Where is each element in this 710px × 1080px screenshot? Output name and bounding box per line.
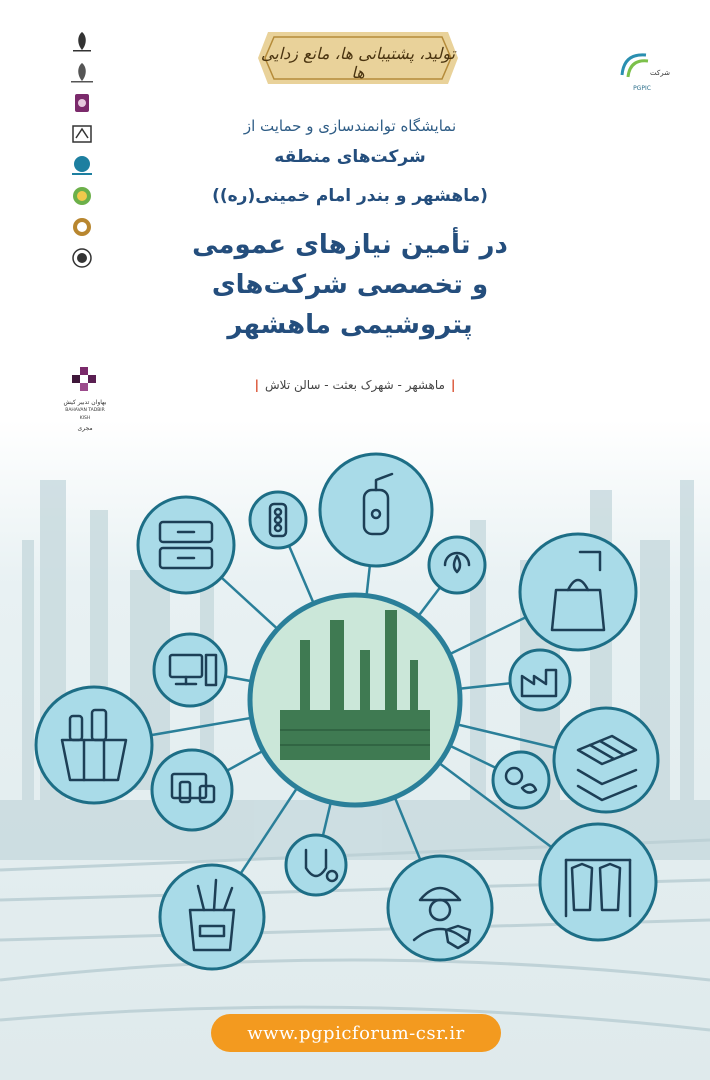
slogan-text: تولید، پشتیبانی ها، مانع زدایی ها [260,44,456,82]
website-url[interactable]: www.pgpicforum-csr.ir [247,1022,465,1044]
chamber-logo [67,123,97,145]
sponsor-logos [60,30,104,269]
shopping-bag-icon [520,534,636,650]
refresh-drop-icon [429,537,485,593]
executor-latin: BAHAVAN TADBIR KISH [65,408,105,421]
main-heading-line2: و تخصصی شرکت‌های [211,270,489,300]
companies-heading: شرکت‌های منطقه [274,147,426,167]
stationery-icon [160,865,264,969]
executor-role: مجری [77,425,93,432]
executor-logo [70,365,100,395]
emblem-icon [67,30,97,52]
devices-icon [152,750,232,830]
cleaning-basket-icon [36,687,152,803]
main-heading [140,225,560,345]
location-bar-right: | [450,378,456,392]
university-logo [67,154,97,176]
location-line [200,378,510,392]
main-heading-line1: در تأمین نیازهای عمومی [192,230,508,260]
executor-block [60,365,110,432]
svg-text:شرکت: شرکت [650,69,670,77]
icon-network [0,440,710,1000]
org-abbr: PGPIC [633,85,651,92]
worker-icon [388,856,492,960]
seal-logo [67,247,97,269]
traffic-light-icon [250,492,306,548]
website-link[interactable] [211,1014,501,1052]
org-logo [612,45,672,105]
club-logo [67,185,97,207]
location-text: ماهشهر - شهرک بعثت - سالن تلاش [265,378,445,392]
main-heading-line3: پتروشیمی ماهشهر [227,310,473,340]
refinery-photo [250,595,460,805]
stethoscope-icon [286,835,346,895]
emblem-icon [67,61,97,83]
emblem-icon [67,216,97,238]
floor-tiles-icon [554,708,658,812]
location-bar-left: | [254,378,260,392]
ministry-logo [67,92,97,114]
clothing-rack-icon [540,824,656,940]
toolbox-icon [138,497,234,593]
pgpic-logo-icon [612,45,672,85]
intro-heading: نمایشگاه توانمندسازی و حمایت از [243,117,457,135]
executor-name: بهاوان تدبیر کیش [63,399,107,406]
region-heading: (ماهشهر و بندر امام خمینی(ره)) [212,186,488,206]
